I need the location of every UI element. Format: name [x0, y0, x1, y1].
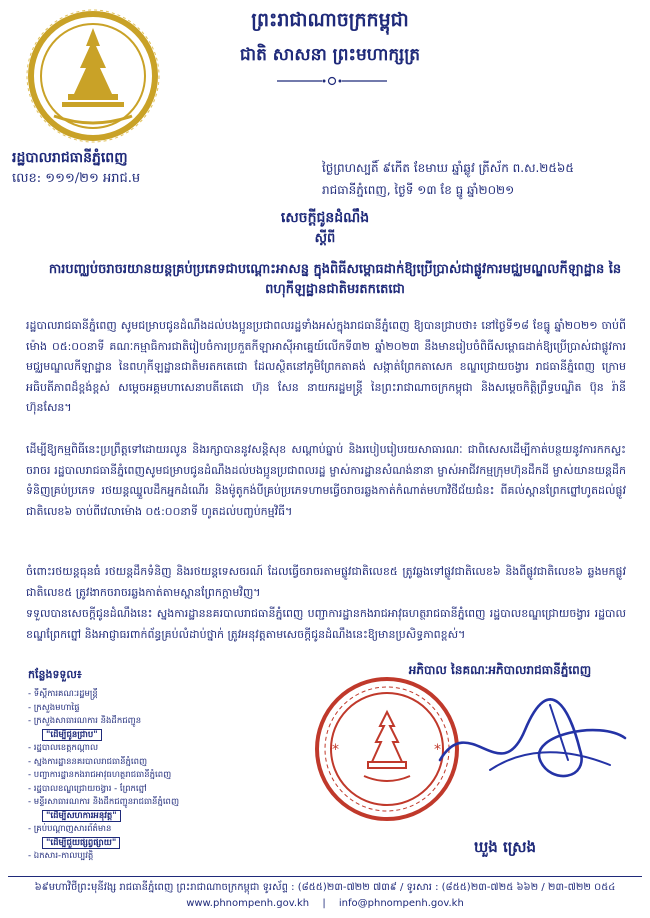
svg-text:*: * [434, 742, 441, 758]
svg-text:*: * [332, 742, 339, 758]
lunar-date: ថ្ងៃព្រហស្បតិ៍ ៩កើត ខែមាឃ ឆ្នាំឆ្លូវ ត្រីស័ក ព.ស.២៥៦៥ [322, 161, 574, 175]
list-item-purpose [28, 837, 288, 851]
list-item-purpose [28, 729, 288, 743]
list-item: - គ្រប់បណ្តាញសារព័ត៌មាន [28, 824, 112, 834]
footer-address: ៦៩មហាវិថីព្រះមុនីវង្ស រាជធានីភ្នំពេញ ព្រះរាជាណាចក្រកម្ពុជា ទូរស័ព្ទ : (៨៥៥)២៣-៧២២ ៧៣៩ / ទូរសារ : (៨៥៥)២៣-៧២៥ ៦៦២ / ២៣-៧២២ ០៥៤ [34, 882, 616, 893]
recipients-heading: កន្លែងទទួល៖ [28, 668, 82, 681]
footer-contact [8, 898, 642, 909]
list-item: - ស្នងការដ្ឋាននគរបាលរាជធានីភ្នំពេញ [28, 756, 148, 767]
signer-name: ឃួង ស្រេង [473, 838, 537, 856]
footer-divider [8, 876, 642, 877]
kingdom-heading: ព្រះរាជាណាចក្រកម្ពុជា [251, 9, 409, 31]
email-link[interactable]: info@phnompenh.gov.kh [338, 898, 464, 909]
body-paragraph: រដ្ឋបាលរាជធានីភ្នំពេញ សូមជម្រាបជូនដំណឹងដល់បងប្អូនប្រជាពលរដ្ឋទាំងអស់ក្នុងរាជធានីភ្នំពេញ ឱ្យបានជ្រាបថា៖ នៅថ្ងៃទី១៨ ខែធ្នូ ឆ្នាំ២០២១ ចាប់ពីម៉ោង ០៥:០០នាទី គណៈកម្មាធិការជាតិរៀបចំការប្រកួតកីឡាអាស៊ីអាគ្នេយ៍លើកទី៣២ ឆ្នាំ២០២៣ នឹងមានរៀបចំពិធីសម្ពោធដាក់ឱ្យប្រើប្រាស់ជាផ្លូវការមជ្ឈមណ្ឌលកីឡាដ្ឋាន នៃពហុកីឡដ្ឋានជាតិមរតកតេជោ ដែលស្ថិតនៅភូមិព្រែកតាគង់ សង្កាត់ព្រែកតាសេក ខណ្ឌជ្រោយចង្វារ រាជធានីភ្នំពេញ ក្រោមអធិបតីភាពដ៏ខ្ពង់ខ្ពស់ សម្តេចអគ្គមហាសេនាបតីតេជោ ហ៊ុន សែន នាយករដ្ឋមន្ត្រី នៃព្រះរាជាណាចក្រកម្ពុជា និងសម្តេចកិត្តិព្រឹទ្ធបណ្ឌិត ប៊ុន រ៉ានី ហ៊ុនសែន។ [26, 319, 626, 414]
solar-date: រាជធានីភ្នំពេញ, ថ្ងៃទី ១៣ ខែ ធ្នូ ឆ្នាំ២០២១ [322, 183, 515, 197]
separator: | [322, 898, 326, 909]
purpose-label: "ដើម្បីជួយផ្សព្វផ្សាយ" [42, 837, 120, 849]
list-item: - រដ្ឋបាលខណ្ឌជ្រោយចង្វារ - ព្រែកព្នៅ [28, 783, 147, 794]
list-item: - ឯកសារ-កាលប្បវត្តិ [28, 851, 94, 861]
reference-number: លេខ: ១១១/២១ អរាជ.ម [12, 171, 141, 186]
signer-title: អភិបាល នៃគណៈអភិបាលរាជធានីភ្នំពេញ [408, 663, 592, 677]
notice-subject: ការបញ្ឈប់ចរាចរយានយន្តគ្រប់ប្រភេទជាបណ្តោះអាសន្ន ក្នុងពិធីសម្ពោធដាក់ឱ្យប្រើប្រាស់ជាផ្លូវការមជ្ឈមណ្ឌលកីឡាដ្ឋាន នៃពហុកីឡដ្ឋានជាតិមរតកតេជោ [48, 262, 622, 297]
recipients-list [28, 688, 288, 864]
notice-subject-label: ស្តីពី [314, 231, 336, 246]
notice-title: សេចក្តីជូនដំណឹង [280, 210, 370, 226]
list-item: - ក្រសួងសាធារណការ និងដឹកជញ្ជូន [28, 716, 142, 726]
list-item: - បញ្ជាការដ្ឋានកងរាជអាវុធហត្ថរាជធានីភ្នំពេញ [28, 770, 172, 780]
list-item-purpose [28, 810, 288, 824]
issuing-authority: រដ្ឋបាលរាជធានីភ្នំពេញ [12, 150, 128, 166]
national-motto: ជាតិ សាសនា ព្រះមហាក្សត្រ [239, 45, 421, 65]
purpose-label: "ដើម្បីសហការអនុវត្ត" [42, 810, 121, 822]
body-paragraph: ដើម្បីឱ្យកម្មពិធីនេះប្រព្រឹត្តទៅដោយរលូន និងរក្សាបាននូវសន្តិសុខ សណ្តាប់ធ្នាប់ និងរបៀបរៀបរយសាធារណៈ ជាពិសេសដើម្បីកាត់បន្ថយនូវការកកស្ទះចរាចរ រដ្ឋបាលរាជធានីភ្នំពេញសូមជម្រាបជូនដំណឹងដល់បងប្អូនប្រជាពលរដ្ឋ ម្ចាស់ការដ្ឋានសំណង់នានា ម្ចាស់អាជីវកម្មក្រុមហ៊ុនដឹកដី ម្ចាស់យានយន្តដឹកទំនិញគ្រប់ប្រភេទ រថយន្តឈ្នួលដឹកអ្នកដំណើរ និងម៉ូតូកង់បីគ្រប់ប្រភេទហាមធ្វើចរាចរឆ្លងកាត់កំណាត់មហាវិថីជ័យជំនះ ពីគល់ស្ពានព្រែកព្នៅហូតដល់ផ្លូវជាតិលេខ៦ ចាប់ពីវេលាម៉ោង ០៥:០០នាទី ហូតដល់បញ្ចប់កម្មវិធី។ [26, 443, 626, 518]
list-item: - ទីស្តីការគណៈរដ្ឋមន្ត្រី [28, 689, 98, 699]
list-item: - រដ្ឋបាលខេត្តកណ្តាល [28, 743, 99, 753]
body-paragraph: ចំពោះរថយន្តធុនធំ រថយន្តដឹកទំនិញ និងរថយន្តទេសចរណ៍ ដែលធ្វើចរាចរតាមផ្លូវជាតិលេខ៥ ត្រូវឆ្លងទៅផ្លូវជាតិលេខ៦ និងពីផ្លូវជាតិលេខ៦ ឆ្លងមកផ្លូវជាតិលេខ៥ ត្រូវងាកចរាចរឆ្លងកាត់តាមស្ពានព្រែកក្ដាមវិញ។ [26, 565, 626, 599]
body-paragraph: ទទួលបានសេចក្តីជូនដំណឹងនេះ ស្នងការដ្ឋាននគរបាលរាជធានីភ្នំពេញ បញ្ជាការដ្ឋានកងរាជអាវុធហត្ថរាជធានីភ្នំពេញ រដ្ឋបាលខណ្ឌជ្រោយចង្វារ រដ្ឋបាលខណ្ឌព្រែកព្នៅ និងអាជ្ញាធរពាក់ព័ន្ធគ្រប់លំដាប់ថ្នាក់ ត្រូវអនុវត្តតាមសេចក្តីជូនដំណឹងនេះឱ្យមានប្រសិទ្ធភាពខ្ពស់។ [26, 607, 626, 641]
list-item: - មន្ទីរសាធារណការ និងដឹកជញ្ជូនរាជធានីភ្នំពេញ [28, 797, 180, 807]
ornament-divider-icon [272, 76, 392, 86]
phnom-penh-emblem-icon [18, 6, 168, 146]
purpose-label: "ដើម្បីជូនជ្រាប" [42, 729, 102, 741]
handwritten-signature-icon [430, 690, 630, 800]
website-link[interactable]: www.phnompenh.gov.kh [186, 898, 310, 909]
list-item: - ក្រសួងមហាផ្ទៃ [28, 702, 80, 713]
